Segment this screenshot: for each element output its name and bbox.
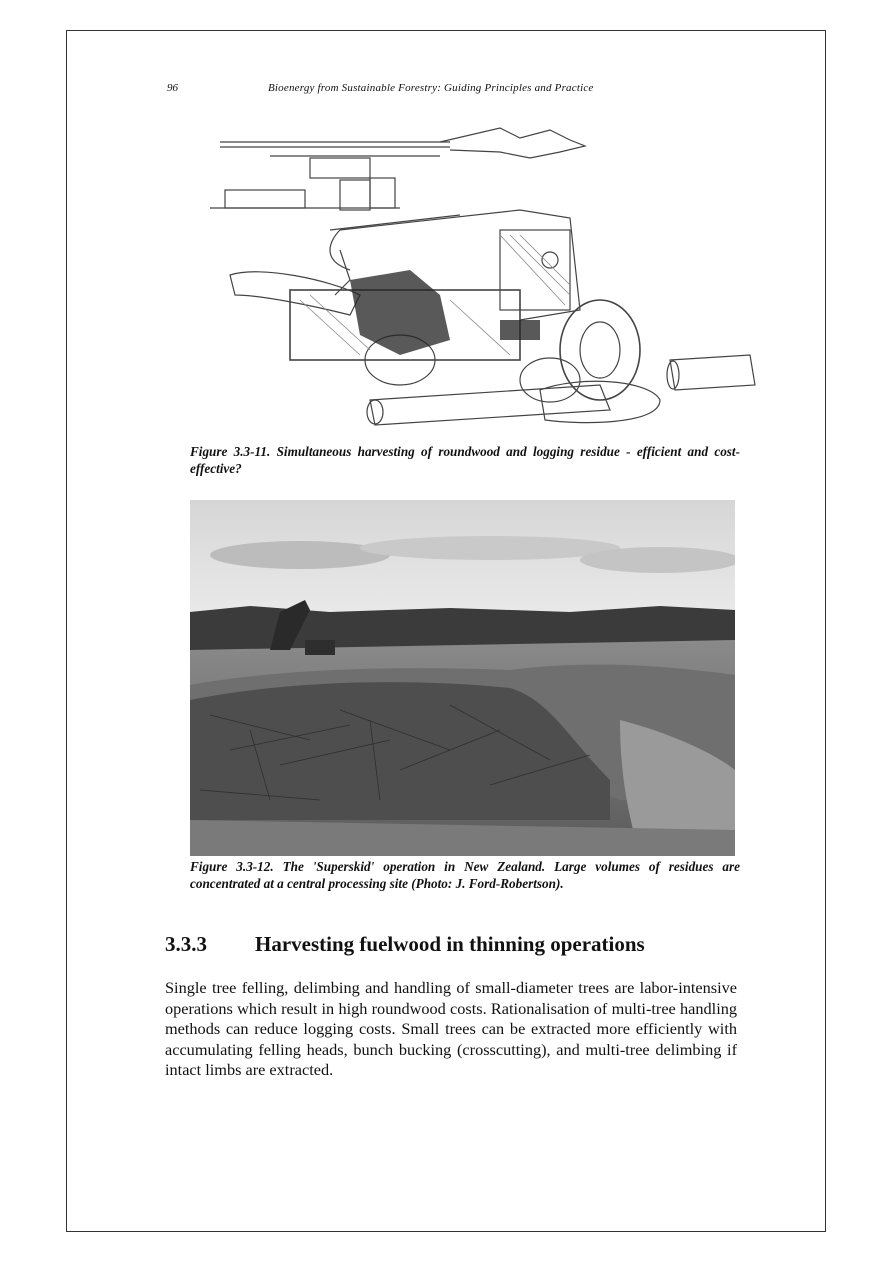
figure-caption: Figure 3.3-12. The 'Superskid' operation in New Zealand. Large volumes of residues are concentrated at a central processing site (Photo: J. Ford-Robertson). bbox=[190, 859, 740, 891]
page-number: 96 bbox=[167, 82, 178, 94]
body-paragraph: Single tree felling, delimbing and handling of small-diameter trees are labor-intensive operations which result in high roundwood costs. Rationalisation of multi-tree handling methods can reduce logging costs. Small trees can be extracted more efficiently with accumulating felling heads, bunch bucking (crosscutting), and multi-tree delimbing if intact limbs are extracted. bbox=[165, 978, 737, 1079]
superskid-photo bbox=[190, 500, 735, 856]
book-title: Bioenergy from Sustainable Forestry: Guiding Principles and Practice bbox=[268, 82, 594, 94]
section-number: 3.3.3 bbox=[165, 932, 207, 956]
section-heading bbox=[165, 932, 645, 957]
section-title: Harvesting fuelwood in thinning operations bbox=[255, 932, 645, 956]
figure-caption: Figure 3.3-11. Simultaneous harvesting of roundwood and logging residue - efficient and cost-effective? bbox=[190, 444, 740, 476]
harvester-sketch-illustration bbox=[200, 120, 760, 440]
